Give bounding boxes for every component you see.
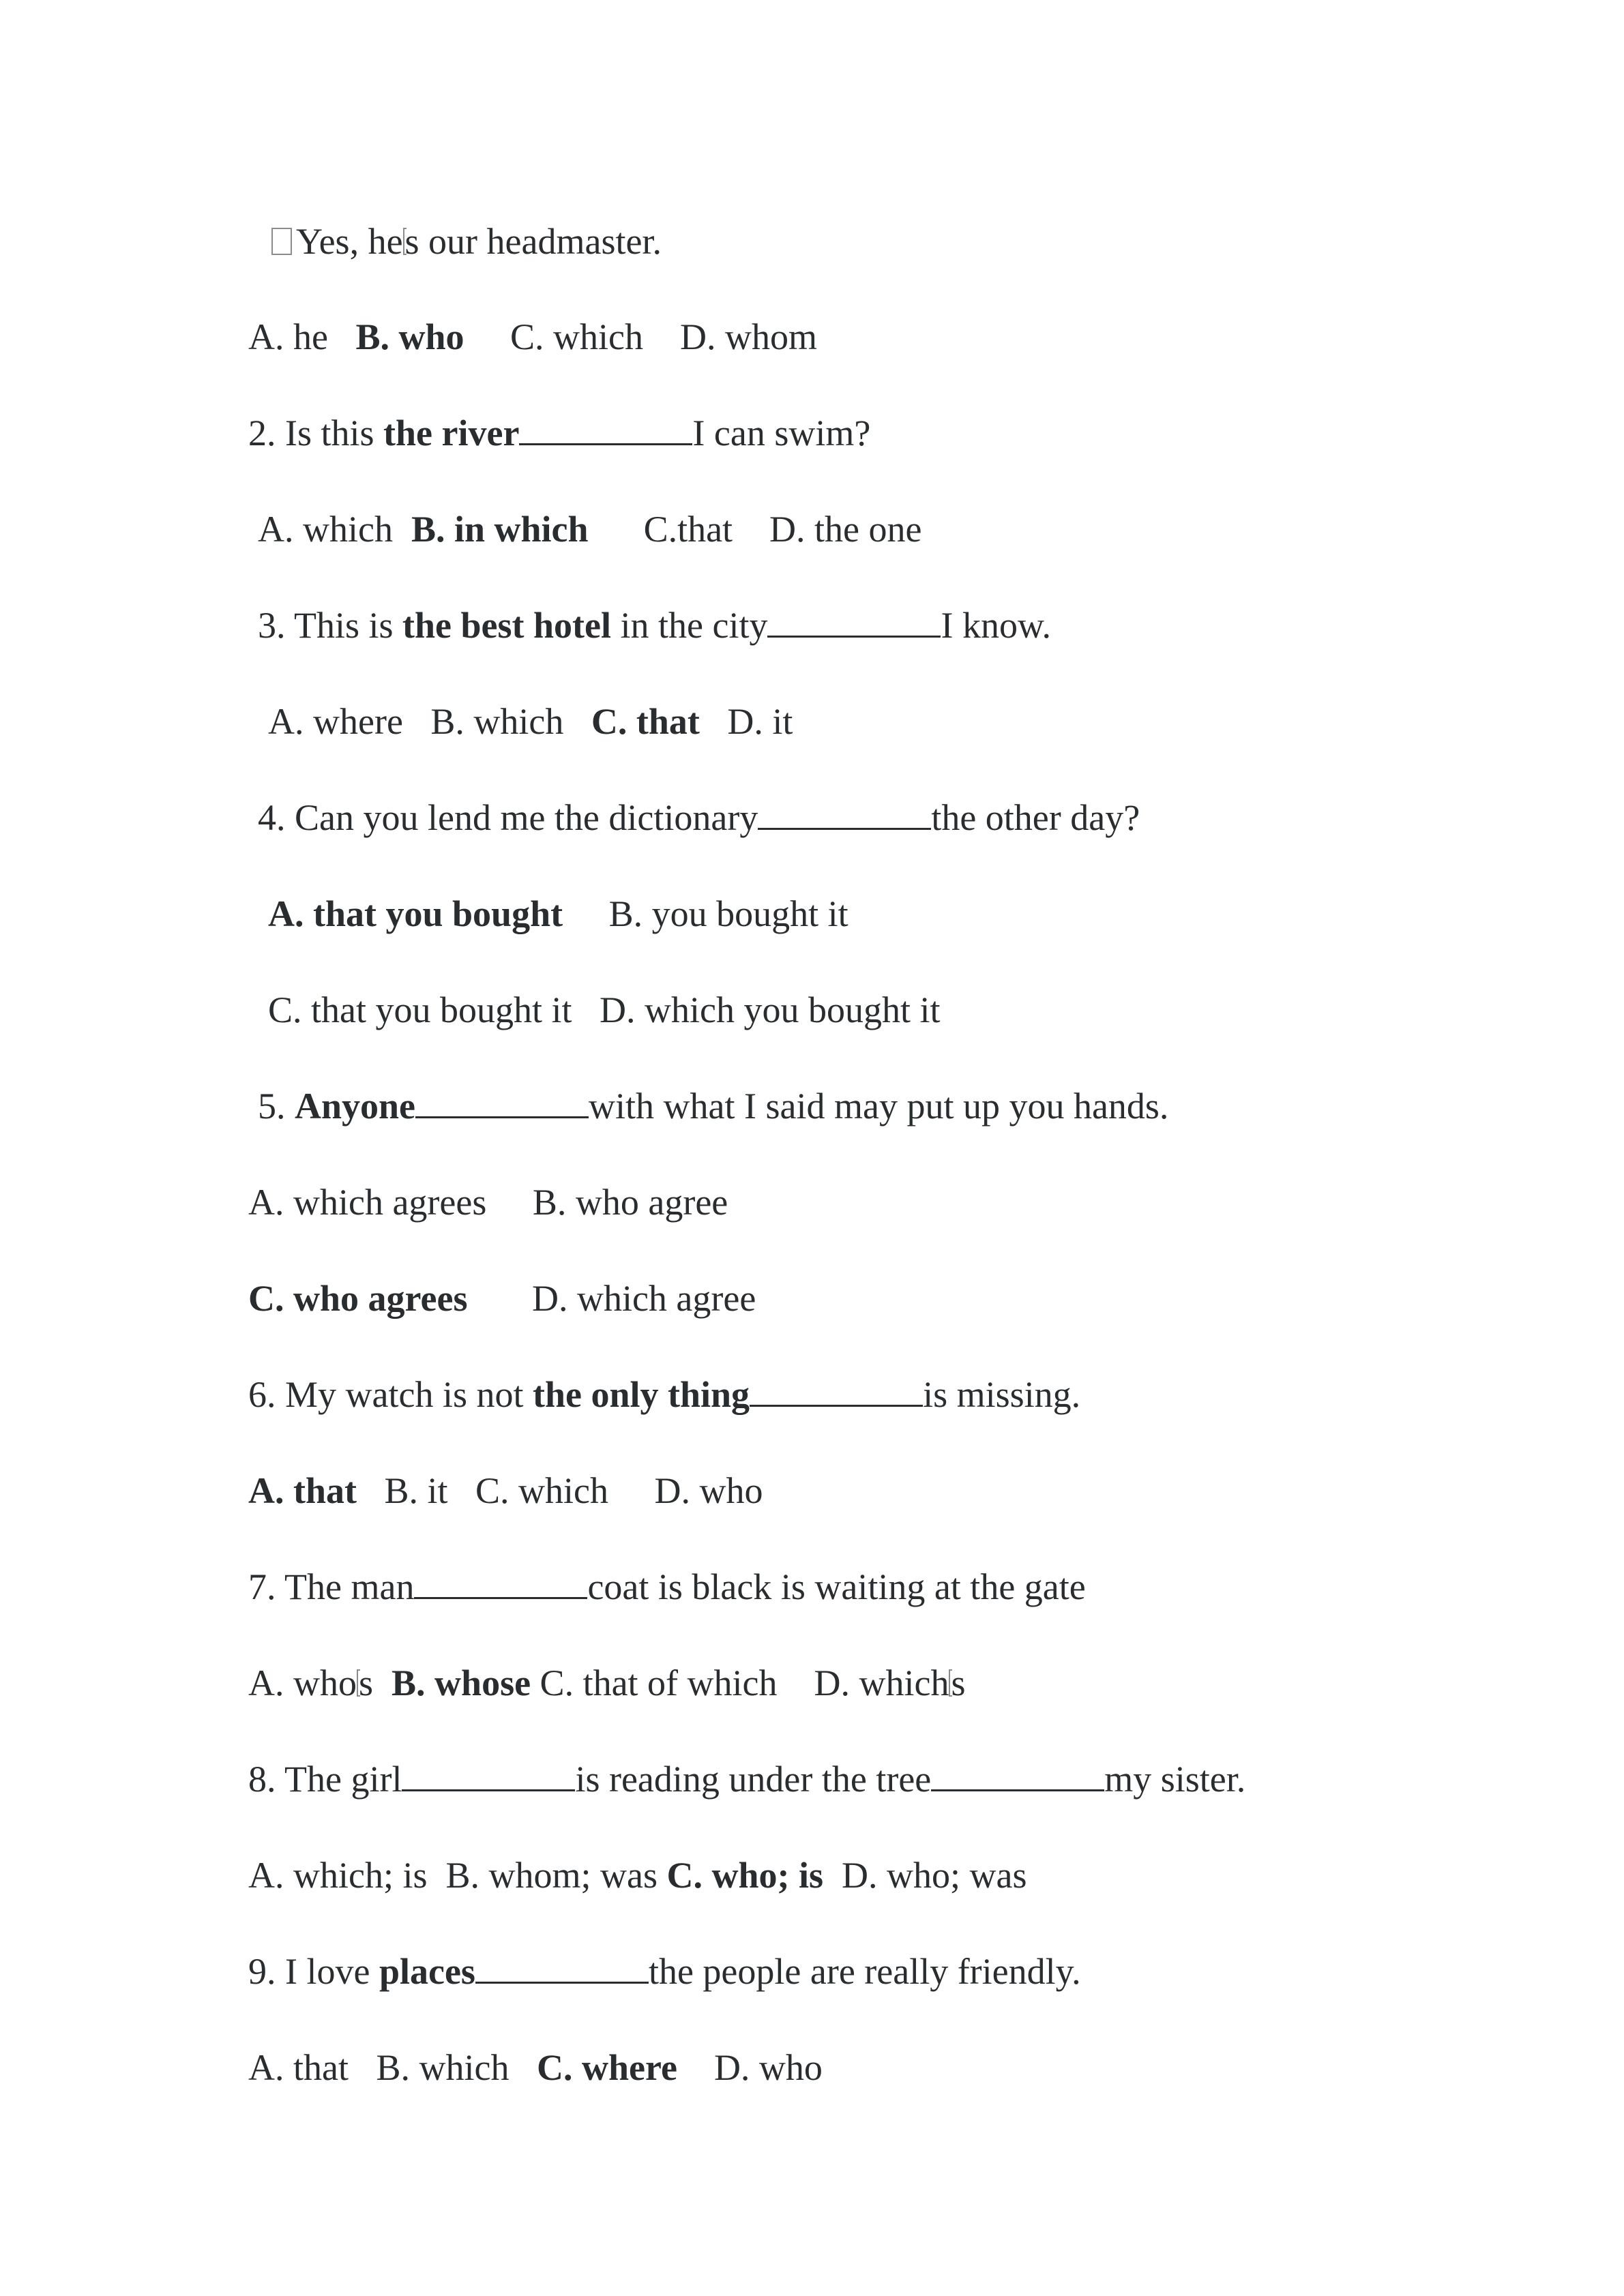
question-8-options <box>248 1853 1027 1897</box>
answer-blank <box>415 1085 589 1118</box>
question-3 <box>258 603 1051 647</box>
answer-blank <box>750 1373 923 1407</box>
correct-option: C. where <box>536 2047 677 2088</box>
option-text: B. you bought it <box>563 893 848 934</box>
correct-option: A. that you bought <box>268 893 563 934</box>
question-4 <box>258 796 1140 839</box>
question-3-options <box>268 700 793 743</box>
answer-blank <box>758 796 931 830</box>
option-text: A. which; is B. whom; was <box>248 1855 667 1896</box>
question-5 <box>258 1084 1168 1128</box>
correct-option: A. that <box>248 1470 357 1511</box>
correct-option: C. that <box>591 701 700 742</box>
question-text: 9. I love <box>248 1951 379 1992</box>
option-text: C. that you bought it D. which you bought it <box>268 989 941 1030</box>
option-text: A. which <box>258 509 411 550</box>
correct-option: B. in which <box>411 509 589 550</box>
question-8 <box>248 1757 1245 1801</box>
option-text: C. which D. whom <box>464 316 817 357</box>
question-text: 3. This is <box>258 605 403 646</box>
question-text: I know. <box>941 605 1051 646</box>
option-text: D. who; was <box>823 1855 1027 1896</box>
option-text: A. which agrees B. who agree <box>248 1182 728 1223</box>
text-segment: s our headmaster. <box>404 221 662 262</box>
question-4-options-ab <box>268 892 848 936</box>
question-1-answer-text <box>271 220 662 263</box>
question-6-options <box>248 1469 763 1512</box>
question-7 <box>248 1565 1086 1609</box>
option-text: C.that D. the one <box>588 509 922 550</box>
correct-option: C. who; is <box>666 1855 824 1896</box>
question-4-options-cd <box>268 988 940 1032</box>
question-text: 8. The girl <box>248 1759 402 1800</box>
answer-blank <box>767 604 941 638</box>
question-text: the people are really friendly. <box>648 1951 1081 1992</box>
question-2 <box>248 411 870 455</box>
question-text: I can swim? <box>692 413 871 453</box>
question-9-options <box>248 2046 823 2089</box>
question-text: 5. <box>258 1086 295 1127</box>
key-phrase: the best hotel <box>402 605 612 646</box>
question-text: 2. Is this <box>248 413 384 453</box>
question-text: 7. The man <box>248 1566 415 1607</box>
question-text: 6. My watch is not <box>248 1374 533 1415</box>
answer-blank <box>519 412 692 445</box>
question-5-options-ab <box>248 1180 728 1224</box>
answer-blank <box>931 1758 1104 1791</box>
question-6 <box>248 1373 1080 1416</box>
correct-option: B. who <box>355 316 464 357</box>
answer-blank <box>402 1758 575 1791</box>
option-text: B. it C. which D. who <box>357 1470 763 1511</box>
option-text: A. that B. which <box>248 2047 537 2088</box>
correct-option: B. whose <box>392 1663 531 1703</box>
answer-blank <box>475 1950 649 1984</box>
key-phrase: Anyone <box>295 1086 416 1127</box>
option-text: s <box>951 1663 966 1703</box>
question-text: 4. Can you lend me the dictionary <box>258 797 758 838</box>
question-text: the other day? <box>931 797 1140 838</box>
question-text: my sister. <box>1104 1759 1246 1800</box>
text-segment: Yes, he <box>296 221 403 262</box>
question-text: coat is black is waiting at the gate <box>587 1566 1086 1607</box>
question-5-options-cd <box>248 1277 756 1320</box>
question-text: in the city <box>611 605 768 646</box>
key-phrase: the only thing <box>532 1374 750 1415</box>
answer-blank <box>414 1566 587 1599</box>
option-text: s <box>359 1663 392 1703</box>
option-text: C. that of which D. which <box>531 1663 949 1703</box>
question-1-options <box>248 315 817 359</box>
option-text: A. he <box>248 316 356 357</box>
key-phrase: the river <box>383 413 520 453</box>
key-phrase: places <box>379 1951 475 1992</box>
question-9 <box>248 1950 1081 1993</box>
question-7-options <box>248 1661 965 1705</box>
question-2-options <box>258 507 922 551</box>
option-text: A. where B. which <box>268 701 591 742</box>
question-text: is reading under the tree <box>575 1759 932 1800</box>
question-text: with what I said may put up you hands. <box>589 1086 1169 1127</box>
missing-glyph-box <box>271 228 292 255</box>
question-text: is missing. <box>923 1374 1081 1415</box>
option-text: D. who <box>677 2047 823 2088</box>
correct-option: C. who agrees <box>248 1278 468 1319</box>
option-text: A. who <box>248 1663 357 1703</box>
option-text: D. it <box>699 701 793 742</box>
option-text: D. which agree <box>467 1278 756 1319</box>
